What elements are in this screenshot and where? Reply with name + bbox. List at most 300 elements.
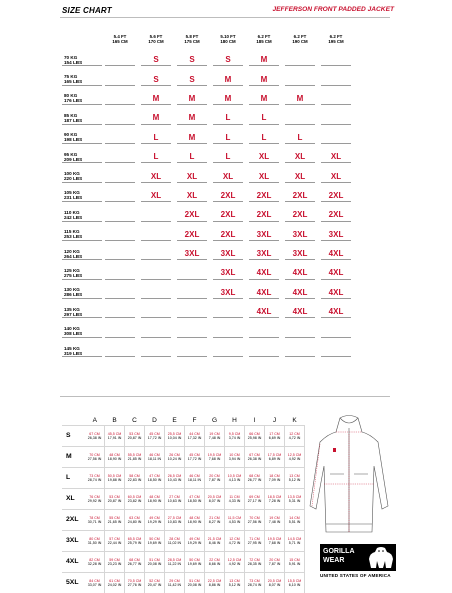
recommended-size-cell [102,205,138,224]
measurement-cell [285,552,305,573]
recommended-size-cell: 3XL [210,283,246,302]
measurement-in: 18,90 IN [105,457,124,461]
recommended-size-cell: 4XL [318,263,354,282]
recommended-size-cell [318,69,354,88]
weight-row [62,283,354,302]
recommended-size-cell: L [246,128,282,147]
measurement-in: 3,74 IN [225,436,244,440]
weight-row [62,341,354,360]
measurement-cm: 12,5 CM [225,558,244,562]
measurement-cell [165,531,185,552]
height-column-header [174,28,210,50]
measurement-cm: 49 CM [185,537,204,541]
recommended-size-cell [102,283,138,302]
measurement-letter: E [165,415,185,426]
measurement-cell [105,447,125,468]
recommended-size-cell [102,147,138,166]
measurement-cm: 13 CM [285,474,304,478]
measurement-cm: 12 CM [285,432,304,436]
measurement-cell [105,426,125,447]
size-chart-header-row [62,28,354,50]
height-column-header [318,28,354,50]
weight-label [62,69,102,88]
measurement-cm: 50 CM [185,558,204,562]
measurement-cm: 70 CM [85,453,104,457]
measurement-in: 4,13 IN [225,478,244,482]
measurement-cm: 15 CM [285,558,304,562]
logo-block [320,544,396,571]
measurement-cell [205,489,225,510]
measurement-in: 8,46 IN [205,541,224,545]
measurement-cell [145,468,165,489]
measurement-cm: 21 CM [205,516,224,520]
measurement-in: 18,11 IN [145,457,164,461]
recommended-size-cell: M [246,69,282,88]
measurement-size-label: M [62,447,85,468]
height-ft: 6.2 FT [330,34,343,39]
measurement-in: 8,07 IN [205,499,224,503]
measurement-row [62,573,305,593]
measurement-in: 20,08 IN [145,562,164,566]
weight-kg: 105 KG [64,190,80,195]
weight-lbs: 187 LBS [64,118,82,123]
recommended-size-cell: 3XL [282,225,318,244]
recommended-size-cell: M [210,89,246,108]
measurement-cm: 60,5 CM [125,495,144,499]
chest-logo-patch [333,448,336,452]
measurement-cm: 28 CM [165,537,184,541]
section-divider [60,396,390,397]
measurement-cm: 18 CM [265,474,284,478]
measurement-cm: 48 CM [105,453,124,457]
weight-row [62,321,354,340]
measurement-in: 28,35 IN [245,562,264,566]
weight-lbs: 165 LBS [64,79,82,84]
measurement-cm: 48 CM [185,516,204,520]
measurement-cell [165,426,185,447]
measurement-letter: K [285,415,305,426]
measurement-in: 26,77 IN [245,478,264,482]
measurement-in: 8,86 IN [205,583,224,587]
logo-line-1: GORILLA [323,548,355,555]
recommended-size-cell: XL [246,147,282,166]
recommended-size-cell: XL [282,147,318,166]
measurement-in: 4,72 IN [285,436,304,440]
measurement-in: 27,56 IN [245,520,264,524]
recommended-size-cell: 4XL [282,263,318,282]
weight-row [62,244,354,263]
weight-label [62,263,102,282]
measurement-cm: 45 CM [185,453,204,457]
measurement-in: 24,80 IN [125,520,144,524]
measurement-in: 11,42 IN [165,583,184,587]
measurement-cm: 25,5 CM [165,432,184,436]
measurement-in: 20,87 IN [105,499,124,503]
recommended-size-cell [210,341,246,360]
measurement-in: 19,29 IN [185,541,204,545]
measurement-cell [105,552,125,573]
recommended-size-cell [102,50,138,69]
measurement-in: 18,90 IN [185,520,204,524]
measurement-in: 27,95 IN [245,541,264,545]
measurement-cell [265,531,285,552]
weight-kg: 75 KG [64,74,77,79]
recommended-size-cell [210,321,246,340]
measurement-in: 29,92 IN [85,499,104,503]
recommended-size-cell [102,302,138,321]
measurement-in: 10,83 IN [165,520,184,524]
weight-label [62,108,102,127]
measurement-cell [145,531,165,552]
measurement-in: 23,82 IN [125,499,144,503]
measurement-cm: 10,5 CM [225,474,244,478]
measurement-in: 27,56 IN [85,457,104,461]
recommended-size-cell: 4XL [282,302,318,321]
recommended-size-cell [282,321,318,340]
recommended-size-cell [138,225,174,244]
recommended-size-cell: 3XL [174,244,210,263]
recommended-size-cell: L [138,147,174,166]
measurement-cell [225,531,245,552]
recommended-size-cell: 2XL [318,186,354,205]
measurement-in: 18,50 IN [145,478,164,482]
measurement-cm: 21,5 CM [205,537,224,541]
measurement-cm: 67 CM [85,432,104,436]
measurement-cm: 72 CM [245,558,264,562]
measurement-cm: 47 CM [185,495,204,499]
measurement-in: 6,89 IN [265,457,284,461]
measurement-cell [145,489,165,510]
recommended-size-cell: 2XL [246,186,282,205]
measurement-corner [62,415,85,426]
measurement-cm: 46 CM [185,474,204,478]
measurement-in: 8,66 IN [205,562,224,566]
weight-row [62,205,354,224]
measurement-size-label: L [62,468,85,489]
measurement-cm: 20 CM [205,474,224,478]
measurement-in: 5,91 IN [285,562,304,566]
measurement-cm: 13 CM [225,579,244,583]
recommended-size-cell: M [138,108,174,127]
recommended-size-cell: S [174,69,210,88]
measurement-cm: 57 CM [105,537,124,541]
brand-logo [320,544,396,580]
measurement-cm: 45,5 CM [105,432,124,436]
measurement-in: 4,92 IN [225,562,244,566]
measurement-cm: 46 CM [145,453,164,457]
measurement-cm: 19,5 CM [205,453,224,457]
measurement-row [62,447,305,468]
weight-label [62,166,102,185]
measurement-cell [105,489,125,510]
recommended-size-cell: 2XL [246,205,282,224]
weight-lbs: 275 LBS [64,273,82,278]
measurement-cm: 68 CM [245,474,264,478]
recommended-size-cell [318,341,354,360]
measurement-letter: D [145,415,165,426]
measurement-cell [225,447,245,468]
measurement-letter: J [265,415,285,426]
measurement-cell [205,468,225,489]
measurement-cm: 55 CM [105,516,124,520]
measurement-cell [145,552,165,573]
weight-label [62,225,102,244]
recommended-size-cell [102,341,138,360]
measurement-cm: 66 CM [245,432,264,436]
recommended-size-cell [174,263,210,282]
weight-lbs: 220 LBS [64,176,82,181]
recommended-size-cell: S [138,69,174,88]
measurement-cm: 17,5 CM [265,453,284,457]
recommended-size-cell [138,321,174,340]
measurement-in: 7,09 IN [265,478,284,482]
measurement-in: 22,83 IN [125,478,144,482]
weight-kg: 110 KG [64,210,80,215]
measurement-cell [265,468,285,489]
weight-lbs: 231 LBS [64,195,82,200]
recommended-size-cell [138,341,174,360]
measurement-cm: 70 CM [245,516,264,520]
measurement-letter: G [205,415,225,426]
measurement-in: 4,33 IN [225,499,244,503]
measurement-cell [245,468,265,489]
measurement-cm: 19 CM [205,432,224,436]
measurement-cell [205,447,225,468]
recommended-size-cell: XL [318,166,354,185]
measurement-cell [105,510,125,531]
corner-cell [62,28,102,50]
measurement-in: 21,85 IN [125,457,144,461]
recommended-size-cell [282,50,318,69]
measurement-size-label: 3XL [62,531,85,552]
measurement-in: 19,69 IN [145,541,164,545]
measurement-row [62,489,305,510]
measurement-cm: 51 CM [145,558,164,562]
weight-lbs: 176 LBS [64,98,82,103]
measurement-cm: 26 CM [165,453,184,457]
measurement-in: 7,87 IN [205,478,224,482]
measurement-cell [225,552,245,573]
recommended-size-cell [102,128,138,147]
measurement-cell [245,531,265,552]
recommended-size-cell: 2XL [282,186,318,205]
recommended-size-cell: 3XL [246,225,282,244]
measurement-in: 28,74 IN [85,478,104,482]
measurement-in: 10,24 IN [165,457,184,461]
recommended-size-cell: XL [174,186,210,205]
recommended-size-cell [174,302,210,321]
recommended-size-cell: 4XL [246,283,282,302]
measurement-in: 33,07 IN [85,583,104,587]
measurement-in: 27,17 IN [245,499,264,503]
measurement-cell [205,573,225,593]
height-cm: 195 CM [328,39,343,44]
measurement-cm: 27,5 CM [165,516,184,520]
measurement-body [62,426,305,593]
measurement-in: 8,07 IN [265,583,284,587]
recommended-size-cell [102,89,138,108]
recommended-size-cell [282,108,318,127]
recommended-size-cell [174,321,210,340]
measurement-cm: 55,5 CM [125,453,144,457]
recommended-size-cell: M [138,89,174,108]
measurement-cell [125,447,145,468]
measurement-cm: 27 CM [165,495,184,499]
measurement-cm: 47 CM [145,474,164,478]
measurement-cm: 12,5 CM [285,453,304,457]
height-column-header [210,28,246,50]
weight-row [62,108,354,127]
measurement-cell [245,552,265,573]
measurement-cell [285,573,305,593]
product-name: JEFFERSON FRONT PADDED JACKET [272,6,394,13]
measurement-in: 22,44 IN [105,541,124,545]
measurement-cell [85,489,105,510]
measurement-cm: 78 CM [85,516,104,520]
height-ft: 5.10 FT [220,34,235,39]
measurement-cell [265,426,285,447]
recommended-size-cell: 3XL [210,244,246,263]
measurement-in: 26,38 IN [245,457,264,461]
measurement-in: 27,76 IN [125,583,144,587]
size-chart-table [62,28,354,360]
logo-subtitle: UNITED STATES OF AMERICA [320,573,391,578]
measurement-in: 25,98 IN [245,436,264,440]
measurement-cell [85,531,105,552]
measurement-cm: 68 CM [125,558,144,562]
measurement-size-label: 2XL [62,510,85,531]
measurement-cell [185,468,205,489]
recommended-size-cell: 4XL [246,302,282,321]
measurement-letter: I [245,415,265,426]
recommended-size-cell: 4XL [318,302,354,321]
measurement-in: 7,68 IN [265,541,284,545]
measurement-cell [125,552,145,573]
measurement-cm: 69 CM [245,495,264,499]
recommended-size-cell: 4XL [318,244,354,263]
weight-label [62,244,102,263]
recommended-size-cell [102,186,138,205]
recommended-size-cell [102,263,138,282]
recommended-size-cell: 3XL [210,263,246,282]
measurement-cm: 19,5 CM [265,537,284,541]
measurement-in: 7,48 IN [205,436,224,440]
measurement-cm: 9,5 CM [225,432,244,436]
recommended-size-cell [318,321,354,340]
measurement-cell [185,552,205,573]
recommended-size-cell [318,89,354,108]
recommended-size-cell [318,128,354,147]
measurement-cell [105,468,125,489]
recommended-size-cell: 2XL [174,225,210,244]
measurement-cell [265,510,285,531]
measurement-cell [85,552,105,573]
measurement-cell [185,447,205,468]
measurement-cm: 73 CM [85,474,104,478]
measurement-in: 5,12 IN [285,478,304,482]
measurement-cell [125,531,145,552]
measurement-cm: 65,5 CM [125,537,144,541]
measurement-in: 3,94 IN [225,457,244,461]
measurement-cm: 20 CM [265,558,284,562]
measurement-cell [265,489,285,510]
measurement-cell [185,531,205,552]
measurement-letter: H [225,415,245,426]
weight-row [62,147,354,166]
measurement-cm: 82 CM [85,558,104,562]
measurement-in: 26,38 IN [85,436,104,440]
measurement-cell [85,573,105,593]
measurement-cell [165,489,185,510]
measurement-in: 7,68 IN [205,457,224,461]
recommended-size-cell: 3XL [246,244,282,263]
measurement-cm: 76 CM [85,495,104,499]
recommended-size-cell [210,302,246,321]
header-divider [60,17,390,18]
measurement-header-row [62,415,305,426]
measurement-in: 17,91 IN [105,436,124,440]
weight-row [62,69,354,88]
measurement-in: 32,28 IN [85,562,104,566]
recommended-size-cell [318,108,354,127]
measurement-cell [225,573,245,593]
measurement-cm: 70,5 CM [125,579,144,583]
measurement-cell [205,426,225,447]
recommended-size-cell [138,283,174,302]
measurement-in: 6,10 IN [285,583,304,587]
recommended-size-cell: L [210,128,246,147]
measurement-cell [245,510,265,531]
measurement-in: 11,22 IN [165,562,184,566]
recommended-size-cell: 2XL [210,205,246,224]
measurement-in: 20,08 IN [185,583,204,587]
weight-kg: 120 KG [64,249,80,254]
measurement-in: 5,12 IN [225,583,244,587]
recommended-size-cell: 4XL [282,283,318,302]
measurement-cell [205,510,225,531]
recommended-size-cell [246,321,282,340]
recommended-size-cell: L [210,147,246,166]
measurement-cm: 20,5 CM [205,495,224,499]
measurement-cm: 48 CM [145,495,164,499]
measurement-cm: 50 CM [145,537,164,541]
measurement-cell [125,468,145,489]
measurement-letter: C [125,415,145,426]
measurement-in: 20,87 IN [125,436,144,440]
measurement-row [62,426,305,447]
measurement-cm: 12 CM [225,537,244,541]
weight-row [62,89,354,108]
measurement-cm: 26,5 CM [165,474,184,478]
measurement-size-label: XL [62,489,85,510]
recommended-size-cell: 2XL [210,186,246,205]
recommended-size-cell: M [210,69,246,88]
weight-row [62,302,354,321]
measurement-letter: A [85,415,105,426]
measurement-in: 10,04 IN [165,436,184,440]
measurement-cm: 28,5 CM [165,558,184,562]
weight-label [62,50,102,69]
measurement-size-label: 4XL [62,552,85,573]
recommended-size-cell: L [138,128,174,147]
height-cm: 180 CM [220,39,235,44]
measurement-cell [205,552,225,573]
measurement-in: 10,63 IN [165,499,184,503]
measurement-cm: 52 CM [145,579,164,583]
measurement-cm: 14,5 CM [285,537,304,541]
recommended-size-cell: L [282,128,318,147]
measurement-cell [225,489,245,510]
